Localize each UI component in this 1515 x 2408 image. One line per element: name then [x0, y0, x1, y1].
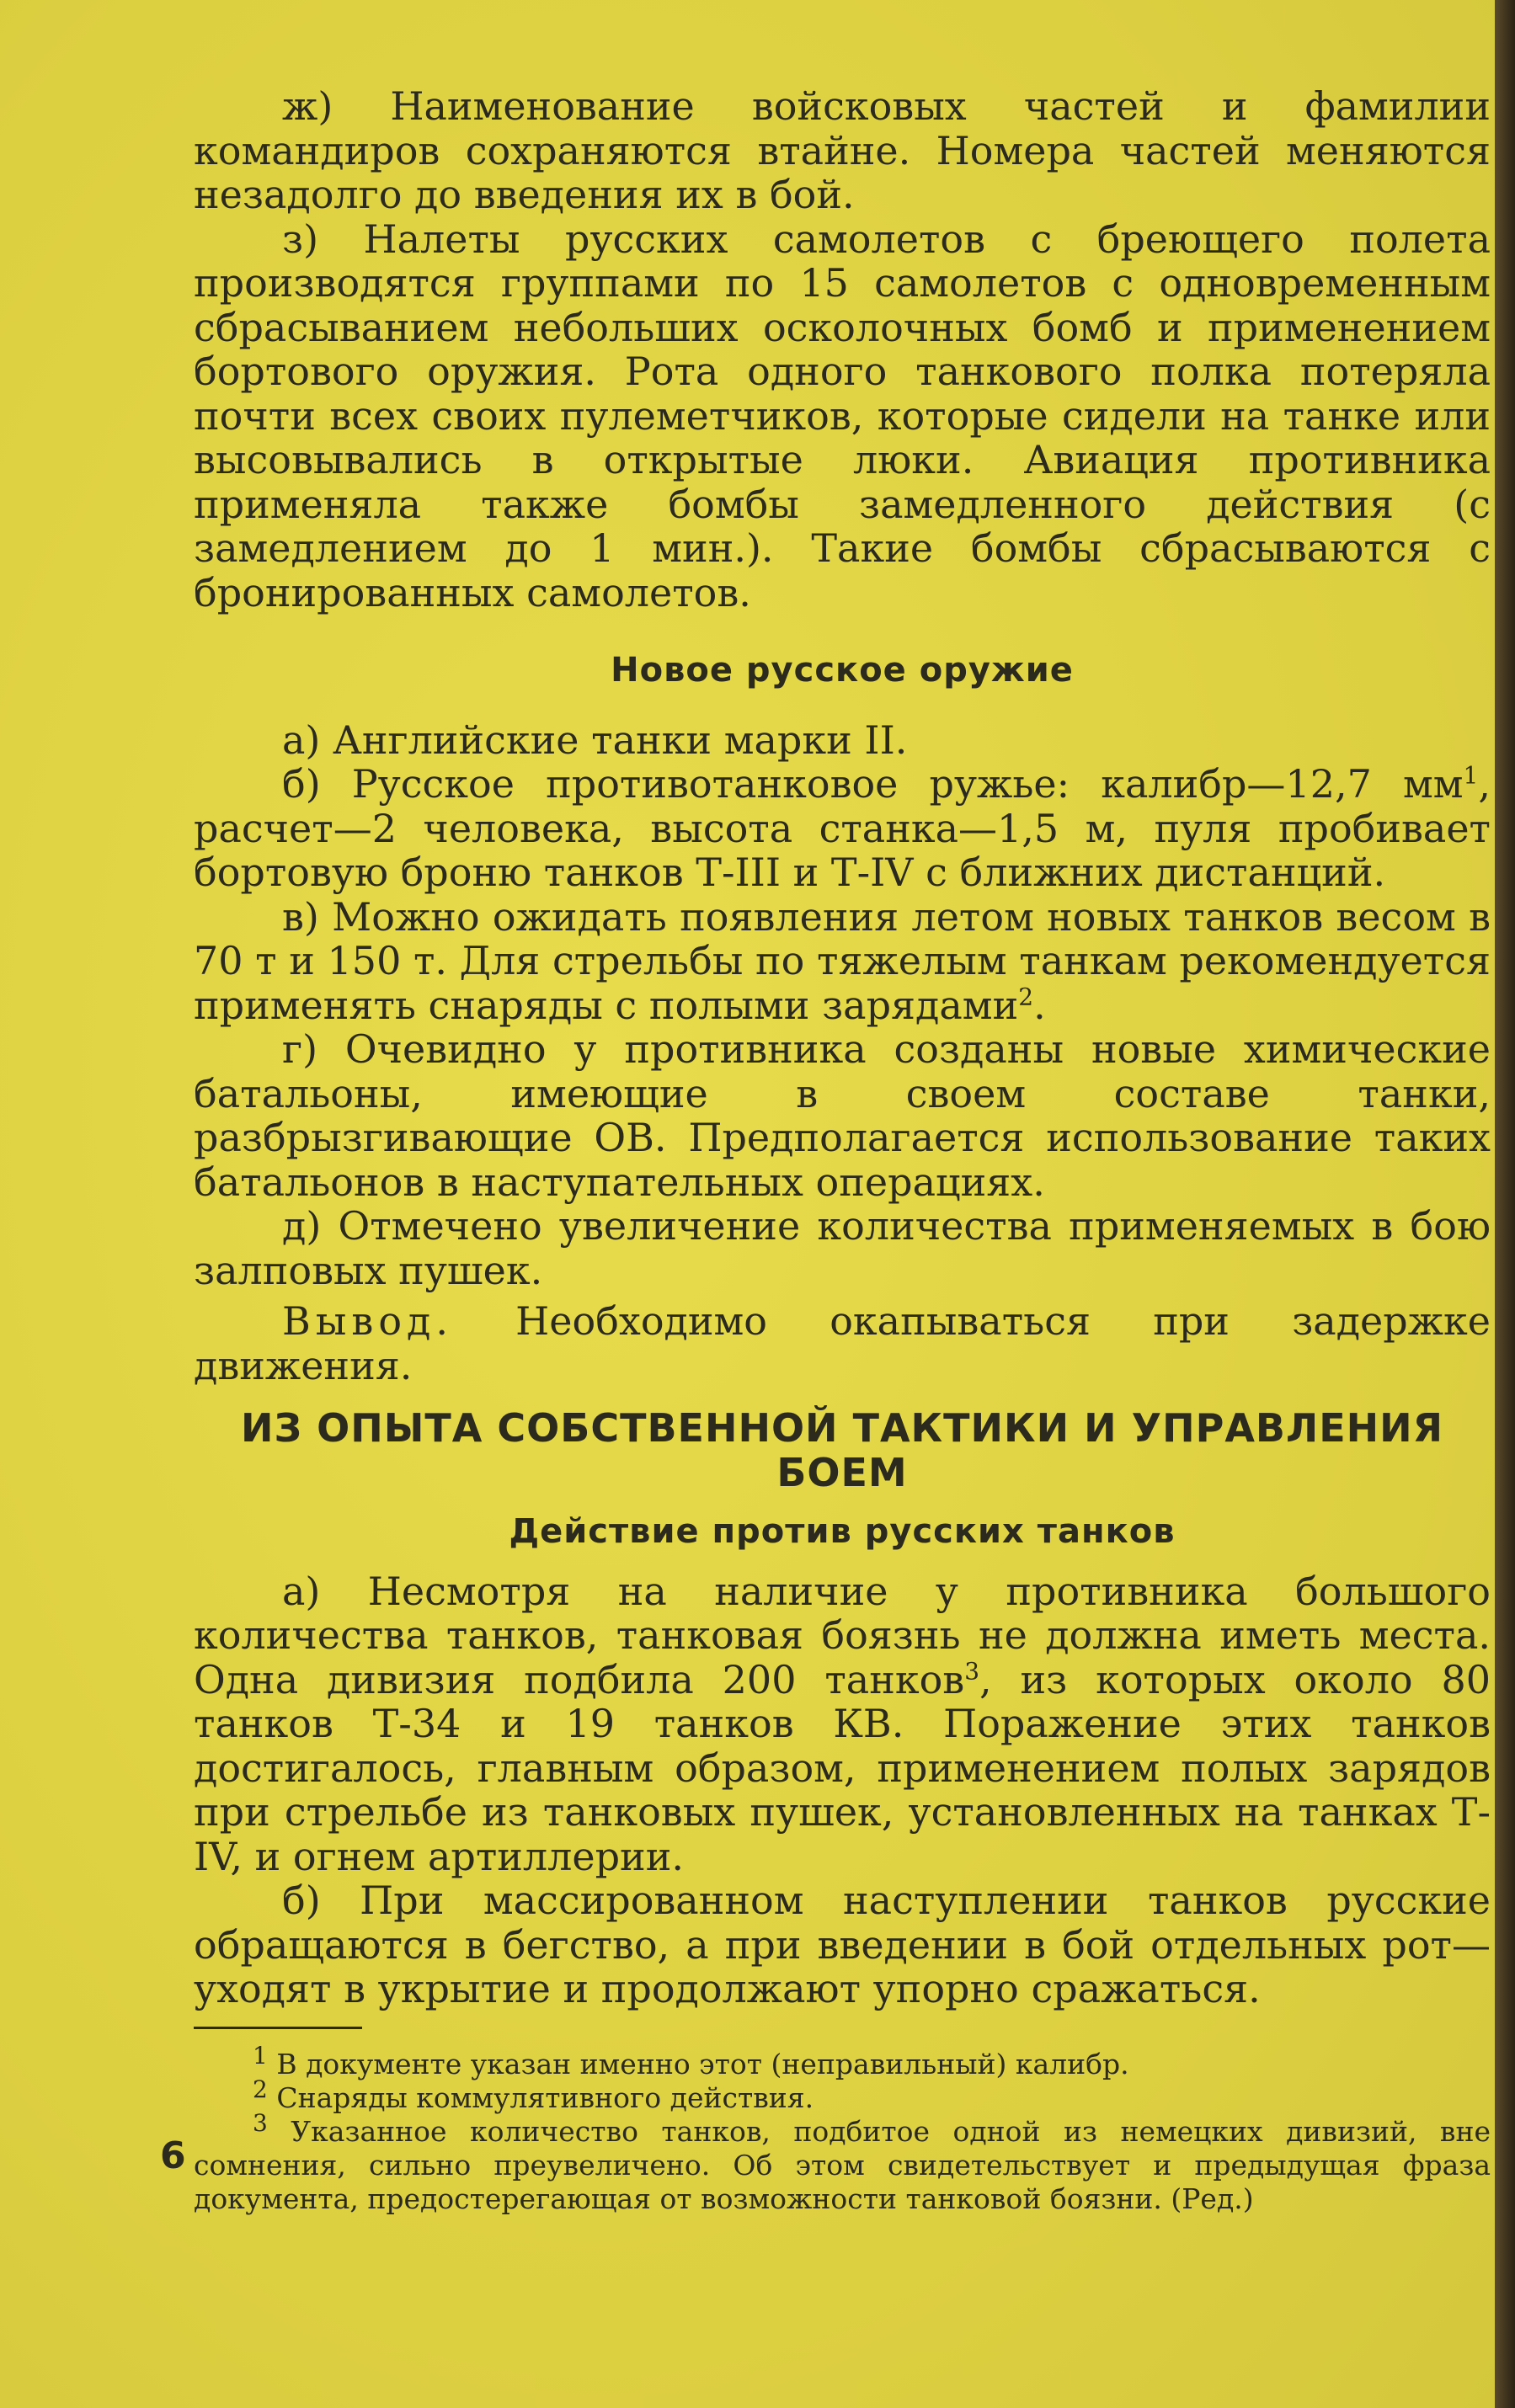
conclusion	[194, 1299, 1491, 1388]
weapon-item-b-rest: , расчет—2 человека, высота станка—1,5 м, пуля пробивает бортовую броню танков Т-III и Т-IV с ближних дистанций.	[194, 761, 1491, 895]
tanks-item-b: б) При массированном наступлении танков русские обращаются в бегство, а при введении в бой отдельных рот—уходят в укрытие и продолжают упорно сражаться.	[194, 1878, 1491, 2011]
weapon-item-v-text: в) Можно ожидать появления летом новых танков весом в 70 т и 150 т. Для стрельбы по тяжелым танкам рекомендуется применять снаряды с полыми зарядами	[194, 893, 1491, 1028]
footnote-3	[194, 2108, 1491, 2216]
footnote-text: В документе указан именно этот (неправильный) калибр.	[276, 2047, 1129, 2080]
footnote-1	[194, 2041, 1491, 2081]
conclusion-label: Вывод.	[282, 1298, 453, 1344]
weapon-item-b-text: б) Русское противотанковое ружье: калибр—12,7 мм	[282, 761, 1464, 807]
footnote-ref-2: 2	[1018, 983, 1034, 1011]
weapon-item-d: д) Отмечено увеличение количества применяемых в бою залповых пушек.	[194, 1203, 1491, 1293]
weapon-item-v-rest: .	[1033, 982, 1046, 1028]
weapon-item-a: а) Английские танки марки II.	[282, 717, 908, 763]
book-spine-edge	[1495, 0, 1515, 2408]
footnote-mark: 2	[253, 2075, 268, 2103]
heading-anti-tank: Действие против русских танков	[509, 1512, 1176, 1551]
footnote-mark: 1	[253, 2041, 268, 2070]
tanks-item-a	[194, 1569, 1491, 1879]
paragraph-z: з) Налеты русских самолетов с бреющего полета производятся группами по 15 самолетов с одновременным сбрасыванием небольших осколочных бомб и применением бортового оружия. Рота одного танкового полка потеряла почти всех своих пулеметчиков, которые сидели на танке или высовывались в открытые люки. Авиация противника применяла также бомбы замедленного действия (с замедлением до 1 мин.). Такие бомбы сбрасываются с бронированных самолетов.	[194, 216, 1491, 615]
footnote-ref-1: 1	[1463, 761, 1479, 790]
footnote-divider	[194, 2027, 362, 2029]
conclusion-text: Необходимо окапываться при задержке движения.	[194, 1298, 1491, 1388]
page-number: 6	[160, 2134, 186, 2177]
paragraph-zh: ж) Наименование войсковых частей и фамилии командиров сохраняются втайне. Номера частей меняются незадолго до введения их в бой.	[194, 83, 1491, 217]
tanks-item-a-text: а) Несмотря на наличие у противника большого количества танков, танковая боязнь не должна иметь места. Одна дивизия подбила 200 танков	[194, 1568, 1491, 1702]
weapon-item-v	[194, 895, 1491, 1028]
weapon-item-b	[194, 762, 1491, 895]
footnote-2	[194, 2075, 1491, 2115]
tanks-item-a-rest: , из которых около 80 танков Т-34 и 19 танков КВ. Поражение этих танков достигалось, главным образом, применением полых зарядов при стрельбе из танковых пушек, установленных на танках Т-IV, и огнем артиллерии.	[194, 1656, 1491, 1879]
footnote-text: Снаряды коммулятивного действия.	[276, 2080, 814, 2114]
footnotes	[194, 2041, 1491, 2216]
footnote-text: Указанное количество танков, подбитое одной из немецких дивизий, вне сомнения, сильно преувеличено. Об этом свидетельствует и предыдущая фраза документа, предостерегающая от возможности танковой боязни. (Ред.)	[194, 2114, 1491, 2215]
heading-own-tactics: ИЗ ОПЫТА СОБСТВЕННОЙ ТАКТИКИ И УПРАВЛЕНИЯ БОЕМ	[240, 1405, 1444, 1495]
heading-new-weapons: Новое русское оружие	[611, 651, 1074, 690]
page-body	[194, 84, 1491, 2216]
footnote-ref-3: 3	[964, 1657, 980, 1686]
footnote-mark: 3	[253, 2108, 268, 2137]
weapon-item-g: г) Очевидно у противника созданы новые химические батальоны, имеющие в своем составе танки, разбрызгивающие ОВ. Предполагается использование таких батальонов в наступательных операциях.	[194, 1026, 1491, 1205]
